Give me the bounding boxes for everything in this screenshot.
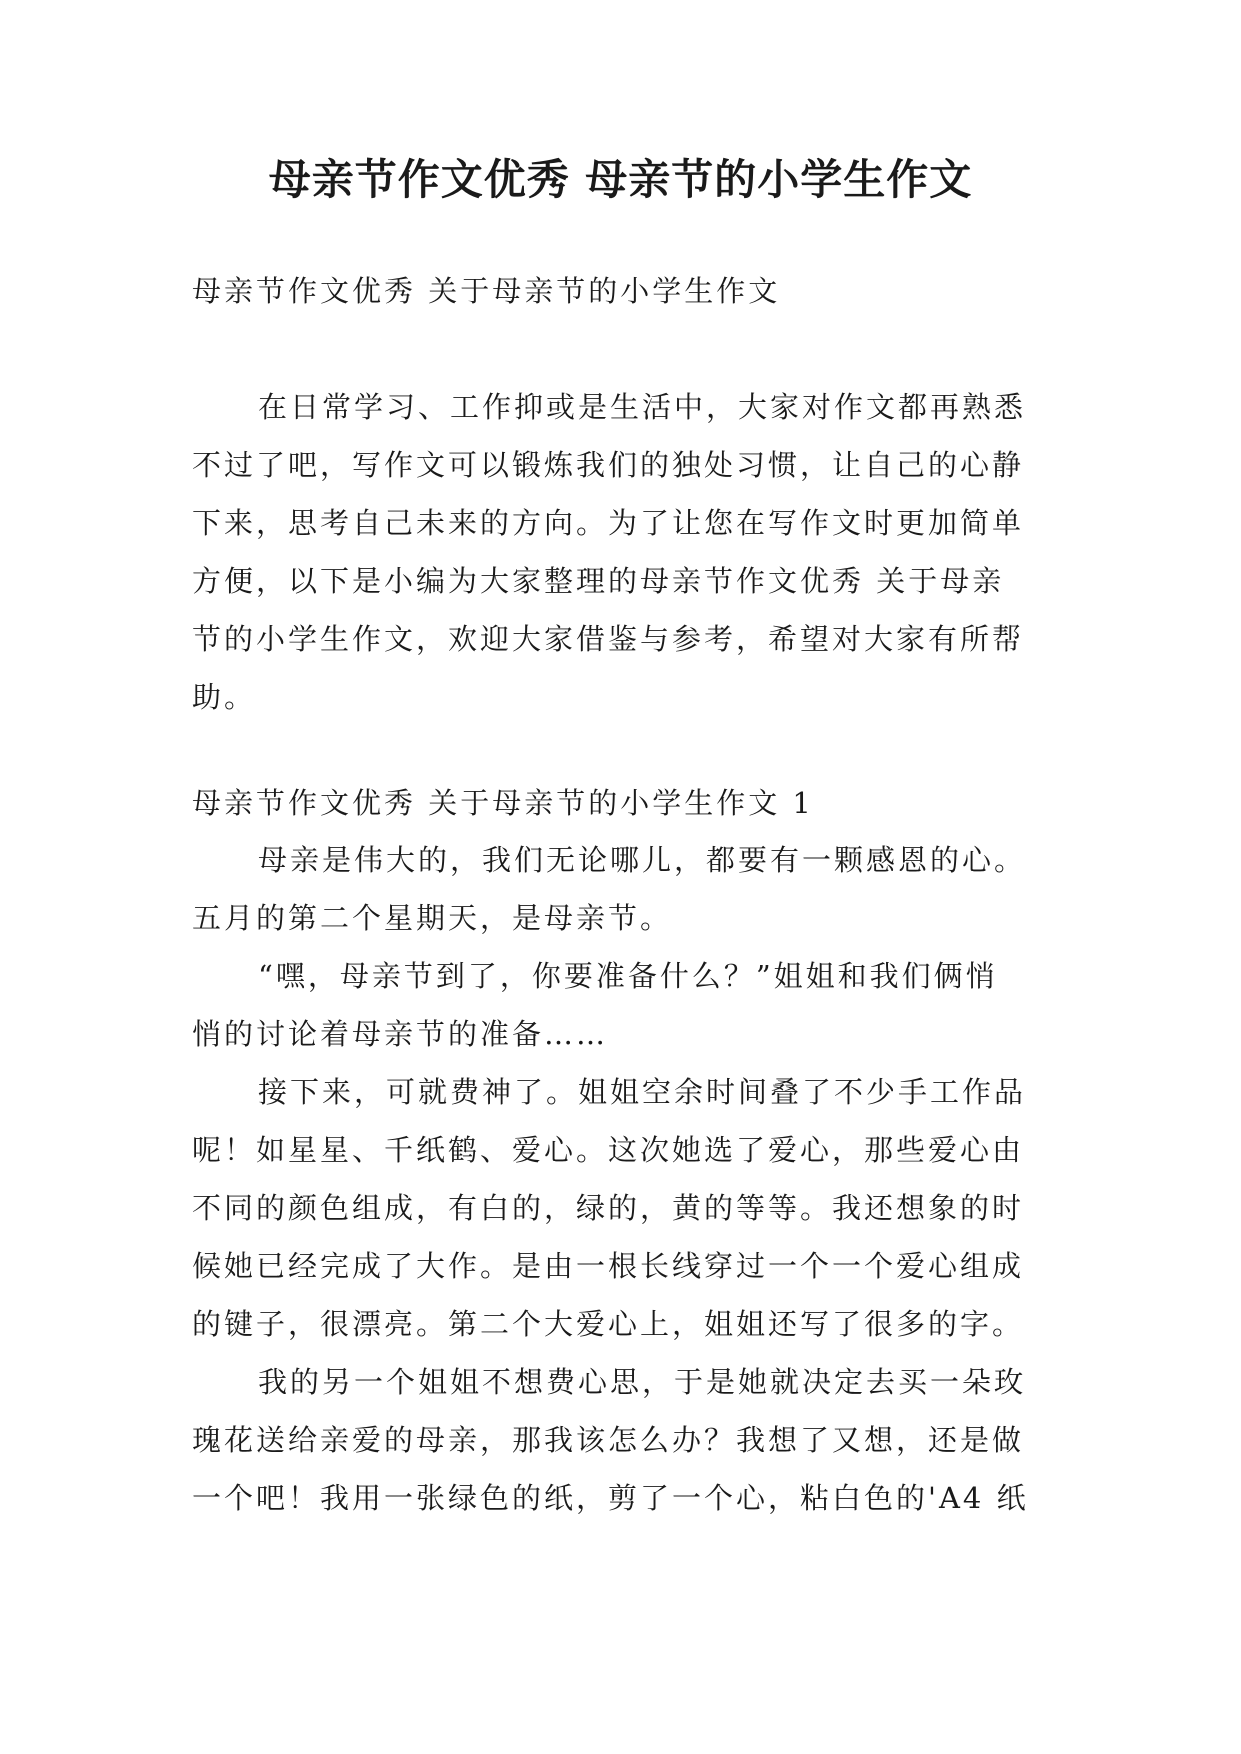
paragraph-line: “嘿，母亲节到了，你要准备什么？”姐姐和我们俩悄 xyxy=(258,959,998,993)
paragraph-line: 接下来，可就费神了。姐姐空余时间叠了不少手工作品 xyxy=(258,1075,1027,1109)
paragraph-line: 的键子，很漂亮。第二个大爱心上，姐姐还写了很多的字。 xyxy=(192,1307,1025,1341)
paragraph-line: 一个吧！我用一张绿色的纸，剪了一个心，粘白色的'A4 纸 xyxy=(192,1481,1029,1515)
paragraph-line: 呢！如星星、千纸鹤、爱心。这次她选了爱心，那些爱心由 xyxy=(192,1133,1025,1167)
paragraph-line: 我的另一个姐姐不想费心思，于是她就决定去买一朵玫 xyxy=(258,1365,1027,1399)
intro-paragraph xyxy=(192,378,1072,726)
paragraph-line: 母亲是伟大的，我们无论哪儿，都要有一颗感恩的心。 xyxy=(258,843,1027,877)
paragraph-line: 方便，以下是小编为大家整理的母亲节作文优秀 关于母亲 xyxy=(192,564,1005,598)
section-heading: 母亲节作文优秀 关于母亲节的小学生作文 1 xyxy=(192,786,814,820)
spacer xyxy=(192,320,1072,378)
paragraph-line: 不过了吧，写作文可以锻炼我们的独处习惯，让自己的心静 xyxy=(192,448,1025,482)
paragraph-line: 五月的第二个星期天，是母亲节。 xyxy=(192,901,673,935)
paragraph-line: 悄的讨论着母亲节的准备…… xyxy=(192,1017,609,1051)
paragraph-line: 候她已经完成了大作。是由一根长线穿过一个一个爱心组成 xyxy=(192,1249,1025,1283)
paragraph-line: 瑰花送给亲爱的母亲，那我该怎么办？我想了又想，还是做 xyxy=(192,1423,1025,1457)
spacer xyxy=(192,726,1072,775)
paragraph-line: 节的小学生作文，欢迎大家借鉴与参考，希望对大家有所帮 xyxy=(192,622,1025,656)
section-1-body xyxy=(192,831,1072,1527)
document-title: 母亲节作文优秀 母亲节的小学生作文 xyxy=(268,155,973,204)
subtitle: 母亲节作文优秀 关于母亲节的小学生作文 xyxy=(192,274,781,308)
paragraph-line: 助。 xyxy=(192,680,257,714)
paragraph-line: 在日常学习、工作抑或是生活中，大家对作文都再熟悉 xyxy=(258,390,1027,424)
document-body xyxy=(192,262,1072,1527)
paragraph-line: 不同的颜色组成，有白的，绿的，黄的等等。我还想象的时 xyxy=(192,1191,1025,1225)
paragraph-line: 下来，思考自己未来的方向。为了让您在写作文时更加简单 xyxy=(192,506,1025,540)
